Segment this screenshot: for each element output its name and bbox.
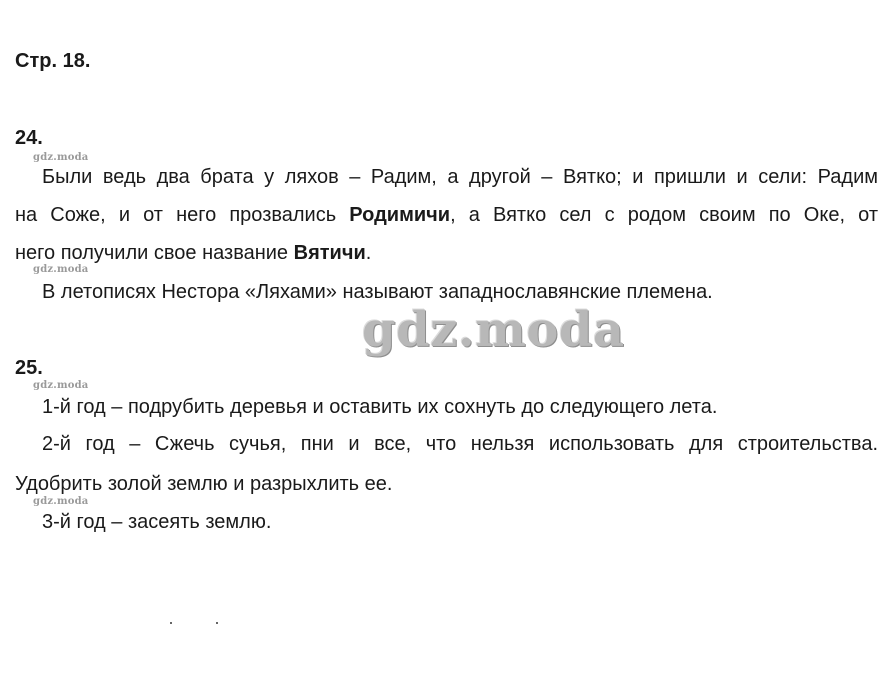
task-25-number: 25.	[15, 357, 43, 379]
task-24-line-3	[15, 241, 371, 265]
watermark-small: gdz.moda	[33, 264, 89, 275]
task-24-line-2-text-a: на Соже, и от него прозвались	[15, 204, 337, 226]
task-24-line-1: Были ведь два брата у ляхов – Радим, а другой – Вятко; и пришли и сели: Радим	[42, 166, 878, 188]
task-24-line-2-text-b: , а Вятко сел с родом своим по Оке, от	[450, 204, 878, 226]
term-vyatichi: Вятичи	[293, 242, 366, 264]
page-heading: Стр. 18.	[15, 50, 91, 72]
watermark-small: gdz.moda	[33, 380, 89, 391]
task-25-year-2-line-1: 2-й год – Сжечь сучья, пни и все, что нельзя использовать для строительства.	[42, 433, 878, 455]
task-25-year-2-line-2: Удобрить золой землю и разрыхлить ее.	[15, 473, 393, 495]
task-24-paragraph-2: В летописях Нестора «Ляхами» называют западнославянские племена.	[42, 281, 713, 303]
watermark-small: gdz.moda	[33, 152, 89, 163]
scan-speck	[170, 622, 172, 624]
task-24-line-2	[15, 203, 878, 227]
watermark-big: gdz.moda	[362, 302, 625, 358]
task-24-line-3-text-b: .	[365, 242, 372, 264]
scan-speck	[216, 622, 218, 624]
task-25-year-3: 3-й год – засеять землю.	[42, 511, 272, 533]
term-rodimichi: Родимичи	[349, 204, 451, 226]
task-24-number: 24.	[15, 127, 43, 149]
task-25-year-1: 1-й год – подрубить деревья и оставить их сохнуть до следующего лета.	[42, 396, 718, 418]
watermark-small: gdz.moda	[33, 496, 89, 507]
task-24-line-3-text-a: него получили свое название	[15, 242, 289, 264]
